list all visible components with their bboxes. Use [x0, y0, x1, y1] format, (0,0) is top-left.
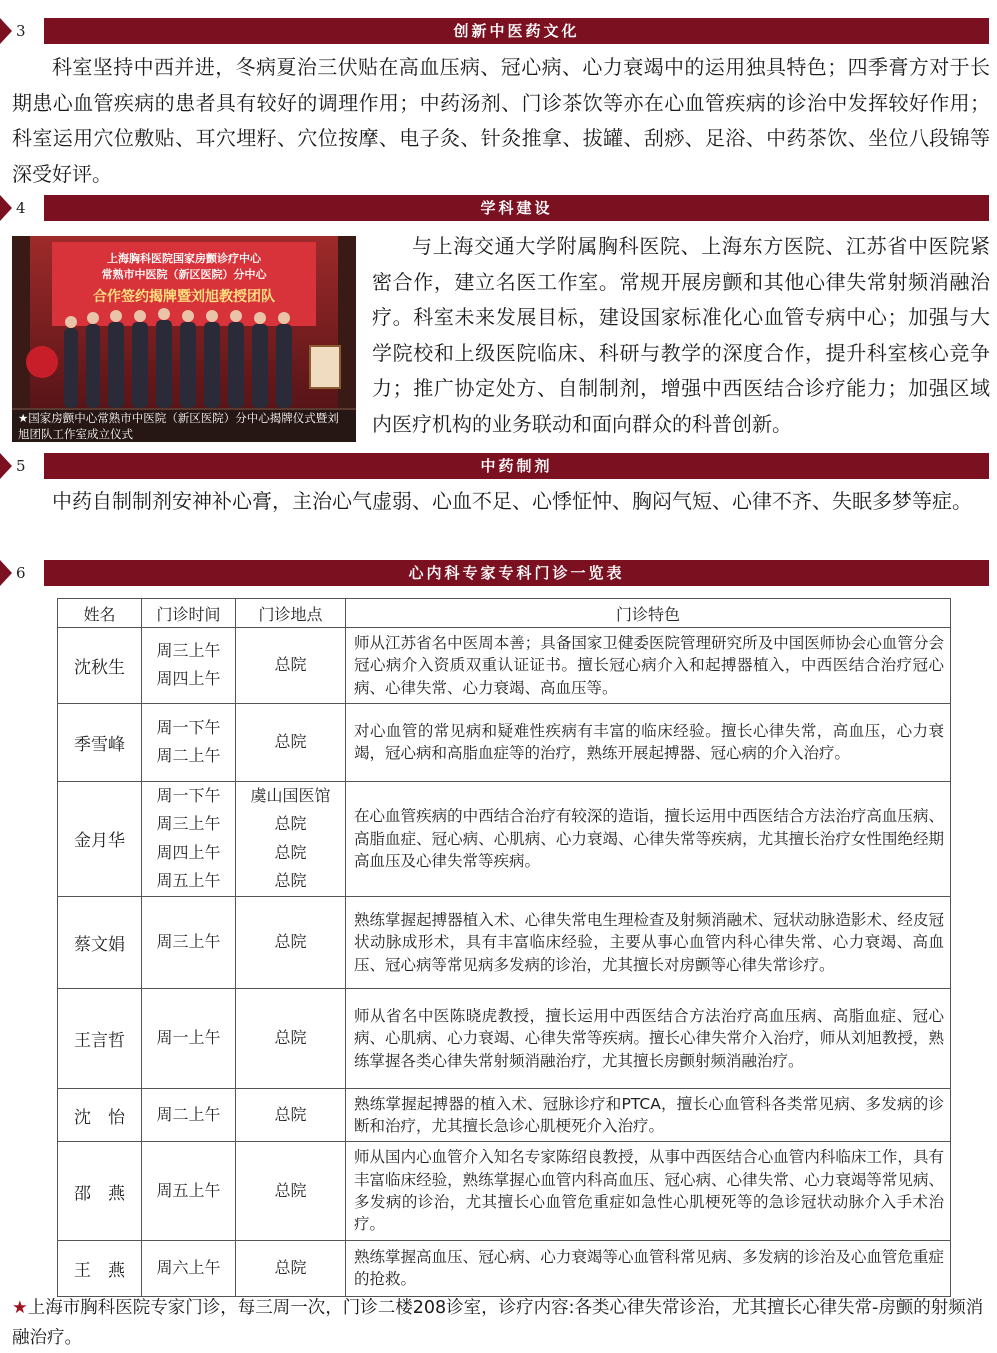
clinic-time: 周四上午 [156, 842, 221, 862]
clinic-location: 总院 [274, 871, 307, 891]
clinic-location: 总院 [274, 1257, 307, 1277]
clinic-time: 周二上午 [156, 1104, 221, 1124]
expert-clinic-table [57, 598, 951, 1297]
clinic-location-cell [236, 988, 346, 1088]
clinic-location-cell [236, 1142, 346, 1240]
clinic-time: 周四上午 [156, 669, 221, 689]
table-row [58, 988, 951, 1088]
section-header-preparation [0, 453, 997, 479]
clinic-time: 周一下午 [156, 717, 221, 737]
clinic-location: 总院 [274, 655, 307, 675]
clinic-feature: 熟练掌握起搏器的植入术、冠脉诊疗和PTCA，擅长心血管科各类常见病、多发病的诊断和治疗，尤其擅长急诊心肌梗死介入治疗。 [346, 1088, 951, 1142]
header-time: 门诊时间 [142, 599, 236, 628]
clinic-location: 总院 [274, 1028, 307, 1048]
table-row [58, 1142, 951, 1240]
clinic-time: 周一上午 [156, 1028, 221, 1048]
section-header-discipline [0, 195, 997, 221]
clinic-time: 周二上午 [156, 746, 221, 766]
chevron-right-icon [0, 453, 12, 479]
clinic-feature: 熟练掌握高血压、冠心病、心力衰竭等心血管科常见病、多发病的诊治及心血管危重症的抢救。 [346, 1240, 951, 1296]
clinic-feature: 熟练掌握起搏器植入术、心律失常电生理检查及射频消融术、冠状动脉造影术、经皮冠状动脉成形术，具有丰富临床经验，主要从事心血管内科心律失常、心力衰竭、高血压、冠心病等常见病多发病的诊治，尤其擅长对房颤等心律失常诊疗。 [346, 896, 951, 988]
section-title: 中药制剂 [44, 453, 989, 479]
clinic-location: 总院 [274, 842, 307, 862]
clinic-location-cell [236, 1088, 346, 1142]
clinic-feature: 师从国内心血管介入知名专家陈绍良教授，从事中西医结合心血管内科临床工作，具有丰富临床经验，熟练掌握心血管内科高血压、冠心病、心律失常、心力衰竭等常见病、多发病的诊治，尤其擅长心血管危重症如急性心肌梗死等的急诊冠状动脉介入手术治疗。 [346, 1142, 951, 1240]
section-title: 创新中医药文化 [44, 18, 989, 44]
section-number: 5 [16, 457, 26, 475]
clinic-time-cell [142, 1088, 236, 1142]
clinic-time: 周六上午 [156, 1257, 221, 1277]
expert-name: 邵 燕 [58, 1142, 142, 1240]
section-title: 学科建设 [44, 195, 989, 221]
clinic-location-cell [236, 1240, 346, 1296]
clinic-feature: 师从省名中医陈晓虎教授，擅长运用中西医结合方法治疗高血压病、高脂血症、冠心病、心肌病、心力衰竭、心律失常等疾病。擅长心律失常介入治疗，师从刘旭教授，熟练掌握各类心律失常射频消融治疗，尤其擅长房颤射频消融治疗。 [346, 988, 951, 1088]
section-header-expert-table [0, 560, 997, 586]
clinic-time: 周三上午 [156, 640, 221, 660]
table-row [58, 703, 951, 781]
stage-banner-line-1: 上海胸科医院国家房颤诊疗中心 [107, 252, 261, 265]
clinic-feature: 对心血管的常见病和疑难性疾病有丰富的临床经验。擅长心律失常，高血压，心力衰竭，冠心病和高脂血症等的治疗，熟练开展起搏器、冠心病的介入治疗。 [346, 703, 951, 781]
stage-banner-line-3: 合作签约揭牌暨刘旭教授团队 [93, 289, 275, 305]
clinic-location: 总院 [274, 1104, 307, 1124]
preparation-paragraph: 中药自制制剂安神补心膏，主治心气虚弱、心血不足、心悸怔忡、胸闷气短、心律不齐、失眠多梦等症。 [52, 489, 972, 513]
table-body [58, 628, 951, 1297]
clinic-location: 总院 [274, 732, 307, 752]
chevron-right-icon [0, 560, 12, 586]
star-icon: ★ [12, 1298, 28, 1318]
clinic-location-cell [236, 628, 346, 704]
clinic-feature: 在心血管疾病的中西结合治疗有较深的造诣，擅长运用中西医结合方法治疗高血压病、高脂血症、冠心病、心肌病、心力衰竭、心律失常等疾病，尤其擅长治疗女性围绝经期高血压及心律失常等疾病。 [346, 781, 951, 896]
culture-paragraph: 科室坚持中西并进，冬病夏治三伏贴在高血压病、冠心病、心力衰竭中的运用独具特色；四季膏方对于长期患心血管疾病的患者具有较好的调理作用；中药汤剂、门诊茶饮等亦在心血管疾病的诊治中发挥较好作用；科室运用穴位敷贴、耳穴埋籽、穴位按摩、电子灸、针灸推拿、拔罐、刮痧、足浴、中药茶饮、坐位八段锦等深受好评。 [12, 55, 990, 186]
table-row [58, 1088, 951, 1142]
header-location: 门诊地点 [236, 599, 346, 628]
expert-name: 金月华 [58, 781, 142, 896]
clinic-location-cell [236, 781, 346, 896]
header-feature: 门诊特色 [346, 599, 951, 628]
footer-note [12, 1293, 990, 1353]
table-row [58, 628, 951, 704]
table-row [58, 781, 951, 896]
section-header-culture [0, 18, 997, 44]
expert-name: 蔡文娟 [58, 896, 142, 988]
expert-name: 王言哲 [58, 988, 142, 1088]
expert-name: 王 燕 [58, 1240, 142, 1296]
clinic-location: 总院 [274, 932, 307, 952]
expert-name: 沈秋生 [58, 628, 142, 704]
clinic-time-cell [142, 703, 236, 781]
section-number: 4 [16, 199, 26, 217]
clinic-time: 周三上午 [156, 932, 221, 952]
clinic-time-cell [142, 781, 236, 896]
expert-name: 季雪峰 [58, 703, 142, 781]
clinic-location-cell [236, 703, 346, 781]
clinic-time: 周三上午 [156, 814, 221, 834]
clinic-time: 周五上午 [156, 871, 221, 891]
table-row [58, 1240, 951, 1296]
clinic-time-cell [142, 988, 236, 1088]
header-name: 姓名 [58, 599, 142, 628]
clinic-location: 总院 [274, 814, 307, 834]
table-row [58, 896, 951, 988]
clinic-time-cell [142, 628, 236, 704]
photo-caption: ★国家房颤中心常熟市中医院（新区医院）分中心揭牌仪式暨刘旭团队工作室成立仪式 [12, 410, 356, 442]
section-number: 3 [16, 22, 26, 40]
clinic-location: 虞山国医馆 [250, 785, 331, 805]
ceremony-photo [12, 236, 356, 442]
clinic-time: 周五上午 [156, 1180, 221, 1200]
footer-note-text: 上海市胸科医院专家门诊，每三周一次，门诊二楼208诊室，诊疗内容:各类心律失常诊治，尤其擅长心律失常-房颤的射频消融治疗。 [12, 1298, 984, 1348]
clinic-location: 总院 [274, 1180, 307, 1200]
section-number: 6 [16, 564, 26, 582]
clinic-time-cell [142, 1240, 236, 1296]
chevron-right-icon [0, 18, 12, 44]
table-header-row [58, 599, 951, 628]
clinic-time-cell [142, 1142, 236, 1240]
section-title: 心内科专家专科门诊一览表 [44, 560, 989, 586]
discipline-paragraph: 与上海交通大学附属胸科医院、上海东方医院、江苏省中医院紧密合作，建立名医工作室。常规开展房颤和其他心律失常射频消融治疗。科室未来发展目标，建设国家标准化心血管专病中心；加强与大学院校和上级医院临床、科研与教学的深度合作，提升科室核心竞争力；推广协定处方、自制制剂，增强中西医结合诊疗能力；加强区域内医疗机构的业务联动和面向群众的科普创新。 [372, 234, 990, 436]
clinic-time: 周一下午 [156, 785, 221, 805]
clinic-location-cell [236, 896, 346, 988]
stage-banner-line-2: 常熟市中医院（新区医院）分中心 [101, 268, 267, 281]
clinic-time-cell [142, 896, 236, 988]
expert-name: 沈 怡 [58, 1088, 142, 1142]
clinic-feature: 师从江苏省名中医周本善；具备国家卫健委医院管理研究所及中国医师协会心血管分会冠心病介入资质双重认证证书。擅长冠心病介入和起搏器植入，中西医结合治疗冠心病、心律失常、心力衰竭、高血压等。 [346, 628, 951, 704]
chevron-right-icon [0, 195, 12, 221]
